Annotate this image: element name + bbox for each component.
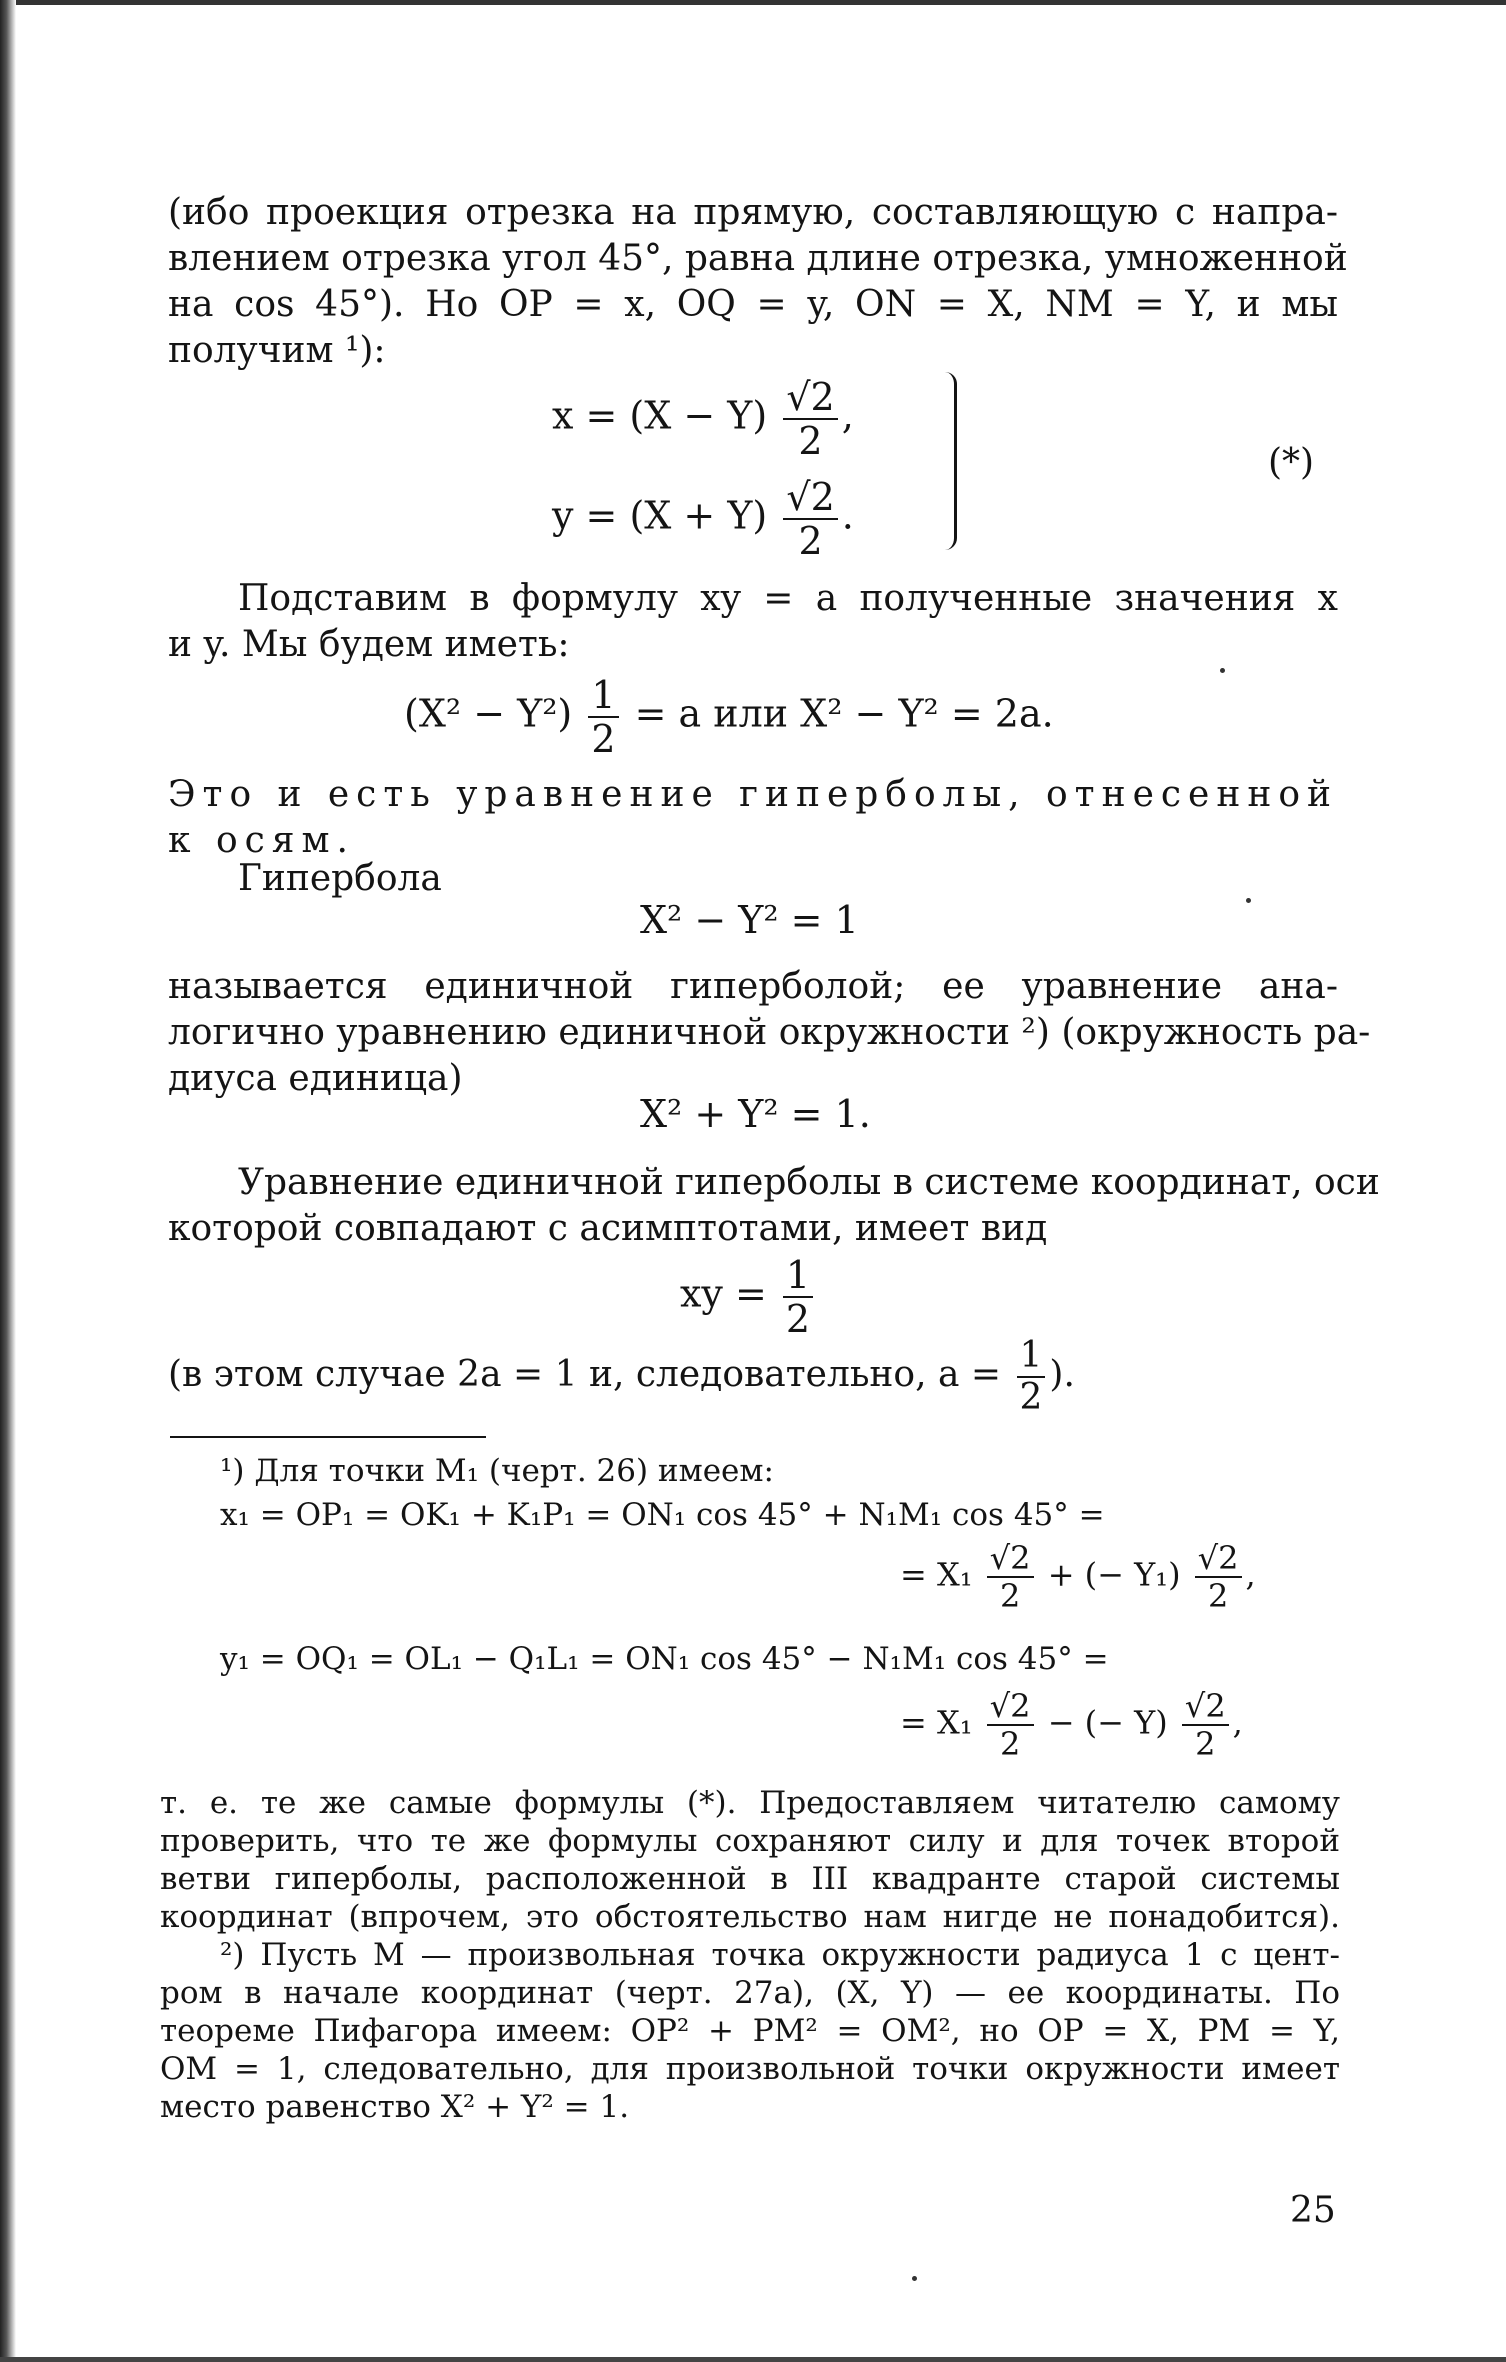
fraction-denominator: 2 [999,1725,1021,1763]
asym-eq-fraction [783,1253,813,1341]
fraction-numerator: √2 [1195,1542,1242,1578]
asym-equation [680,1253,817,1341]
x1-fraction-1 [987,1539,1034,1615]
footnote-1-y1-line: y₁ = OQ₁ = OL₁ − Q₁L₁ = ON₁ cos 45° − N₁M₁ cos 45° = [220,1641,1109,1677]
system-eq-2 [552,475,854,563]
page-number: 25 [1290,2190,1336,2231]
unit-line-2: называется единичной гиперболой; ее уравнение ана- [168,966,1338,1007]
unit-line-1: Гипербола [238,858,442,899]
fraction-denominator: 2 [1207,1577,1229,1615]
fraction-denominator: 2 [999,1577,1021,1615]
footnote-1-x1-line: x₁ = OP₁ = OK₁ + K₁P₁ = ON₁ cos 45° + N₁M₁ cos 45° = [220,1497,1105,1533]
asym-case-end: ). [1049,1354,1075,1395]
subst-line-1: Подставим в формулу xy = a полученные значения x [238,578,1338,619]
page-bottom-edge [0,2357,1506,2362]
x1-cont-b: + (− Y₁) [1047,1555,1181,1594]
footnote-1-head: ¹) Для точки M₁ (черт. 26) имеем: [220,1453,774,1489]
subst-eq-fraction [588,673,618,761]
system-eq-1-left: x = (X − Y) [552,393,768,438]
footnote-2-line-5: место равенство X² + Y² = 1. [160,2089,630,2125]
system-brace [936,372,957,550]
unit-line-4: диуса единица) [168,1058,463,1099]
fraction-denominator: 2 [1019,1377,1043,1418]
intro-line-1: (ибо проекция отрезка на прямую, составляющую с напра- [168,192,1338,233]
footnote-1-y1-cont [900,1687,1243,1763]
y1-cont-b: − (− Y) [1047,1703,1168,1742]
fraction-denominator: 2 [591,717,616,761]
system-eq-2-end: . [841,493,854,538]
footnote-2-line-2: ром в начале координат (черт. 27а), (X, Y) — ее координаты. По [160,1975,1340,2011]
intro-line-4: получим ¹): [168,330,386,371]
scan-speck [1220,668,1225,673]
asym-case [168,1335,1075,1418]
intro-line-3: на cos 45°). Но OP = x, OQ = y, ON = X, NM = Y, и мы [168,284,1338,325]
system-eq-2-fraction [783,475,837,563]
fraction-denominator: 2 [798,519,823,563]
fraction-numerator: √2 [987,1542,1034,1578]
fraction-denominator: 2 [785,1297,811,1341]
subst-eq-right: = a или X² − Y² = 2a. [634,691,1054,736]
fraction-numerator: 1 [588,676,618,718]
fraction-denominator: 2 [1195,1725,1216,1763]
result-line-1: Это и есть уравнение гиперболы, отнесенной [168,774,1338,815]
y1-cont-end: , [1232,1703,1243,1742]
circle-equation: X² + Y² = 1. [640,1092,871,1136]
fraction-numerator: 1 [783,1256,813,1298]
asym-line-2: которой совпадают с асимптотами, имеет вид [168,1208,1048,1249]
asym-case-fraction [1017,1335,1046,1418]
page-left-edge [0,0,16,2362]
system-label: (*) [1268,442,1315,483]
footnote-1-text-4: координат (впрочем, это обстоятельство нам нигде не понадобится). [160,1899,1340,1935]
y1-fraction-2 [1182,1687,1229,1763]
scan-speck [912,2276,917,2281]
unit-equation: X² − Y² = 1 [640,898,859,942]
x1-cont-a: = X₁ [900,1555,973,1594]
system-eq-1-end: , [841,393,854,438]
asym-line-1: Уравнение единичной гиперболы в системе координат, оси [238,1162,1380,1203]
system-eq-2-left: y = (X + Y) [552,493,768,538]
page-top-edge [0,0,1506,5]
fraction-numerator: √2 [987,1690,1034,1726]
footnote-2-line-4: OM = 1, следовательно, для произвольной точки окружности имеет [160,2051,1340,2087]
unit-line-3: логично уравнению единичной окружности ²) (окружность ра- [168,1012,1371,1053]
subst-eq-left: (X² − Y²) [404,691,573,736]
footnote-2-line-3: теореме Пифагора имеем: OP² + PM² = OM², но OP = X, PM = Y, [160,2013,1340,2049]
fraction-numerator: √2 [783,378,837,420]
subst-line-2: и y. Мы будем иметь: [168,624,570,665]
footnote-1-x1-cont [900,1539,1256,1615]
asym-case-text: (в этом случае 2a = 1 и, следовательно, a = [168,1354,1002,1395]
footnote-separator [170,1436,486,1438]
footnote-2-line-1: ²) Пусть M — произвольная точка окружности радиуса 1 с цент- [220,1937,1340,1973]
y1-fraction-1 [987,1687,1034,1763]
subst-equation [404,673,1054,761]
fraction-denominator: 2 [798,419,823,463]
footnote-1-text-3: ветви гиперболы, расположенной в III квадранте старой системы [160,1861,1340,1897]
x1-cont-end: , [1245,1555,1256,1594]
fraction-numerator: √2 [1182,1690,1229,1726]
system-eq-1 [552,375,854,463]
result-line-2: к осям. [168,820,355,861]
x1-fraction-2 [1195,1539,1242,1615]
fraction-numerator: 1 [1017,1338,1046,1378]
intro-line-2: влением отрезка угол 45°, равна длине отрезка, умноженной [168,238,1348,279]
scan-speck [1246,898,1251,903]
footnote-1-text-2: проверить, что те же формулы сохраняют силу и для точек второй [160,1823,1340,1859]
footnote-1-text-1: т. е. те же самые формулы (*). Предоставляем читателю самому [160,1785,1340,1821]
system-eq-1-fraction [783,375,837,463]
y1-cont-a: = X₁ [900,1703,973,1742]
fraction-numerator: √2 [783,478,837,520]
asym-eq-left: xy = [680,1271,767,1316]
